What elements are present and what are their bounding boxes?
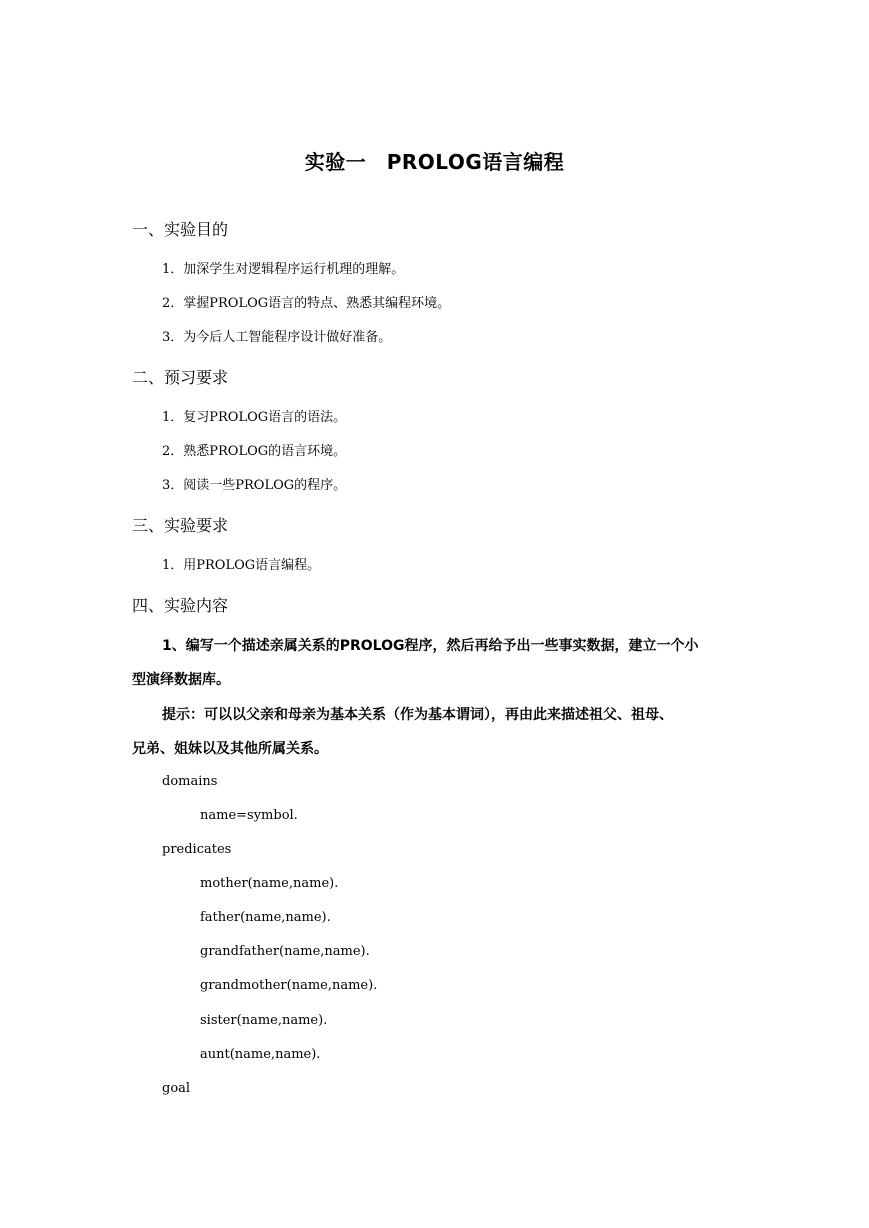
section-heading-requirements: 三、实验要求	[132, 516, 229, 535]
code-line: goal	[162, 1081, 191, 1096]
list-item: 2．掌握PROLOG语言的特点、熟悉其编程环境。	[162, 296, 451, 311]
task-description-line1: 1、编写一个描述亲属关系的PROLOG程序，然后再给予出一些事实数据，建立一个小	[162, 638, 699, 654]
code-line: name=symbol.	[200, 808, 298, 823]
code-line: grandfather(name,name).	[200, 944, 370, 959]
task-hint-line1: 提示：可以以父亲和母亲为基本关系（作为基本谓词），再由此来描述祖父、祖母、	[162, 707, 673, 723]
list-item: 1．用PROLOG语言编程。	[162, 558, 321, 573]
code-line: sister(name,name).	[200, 1013, 328, 1028]
page-title: 实验一 PROLOG语言编程	[304, 150, 565, 174]
task-description-line2: 型演绎数据库。	[132, 672, 230, 688]
task-hint-line2: 兄弟、姐妹以及其他所属关系。	[132, 741, 328, 757]
list-item: 3．阅读一些PROLOG的程序。	[162, 478, 347, 493]
code-line: domains	[162, 774, 218, 789]
list-item: 1．复习PROLOG语言的语法。	[162, 410, 347, 425]
code-line: predicates	[162, 842, 232, 857]
section-heading-preview: 二、预习要求	[132, 368, 229, 387]
list-item: 2．熟悉PROLOG的语言环境。	[162, 444, 347, 459]
section-heading-purpose: 一、实验目的	[132, 220, 229, 239]
code-line: grandmother(name,name).	[200, 978, 378, 993]
list-item: 1．加深学生对逻辑程序运行机理的理解。	[162, 262, 405, 277]
section-heading-content: 四、实验内容	[132, 596, 229, 615]
code-line: father(name,name).	[200, 910, 331, 925]
code-line: mother(name,name).	[200, 876, 339, 891]
list-item: 3．为今后人工智能程序设计做好准备。	[162, 330, 392, 345]
code-line: aunt(name,name).	[200, 1047, 321, 1062]
